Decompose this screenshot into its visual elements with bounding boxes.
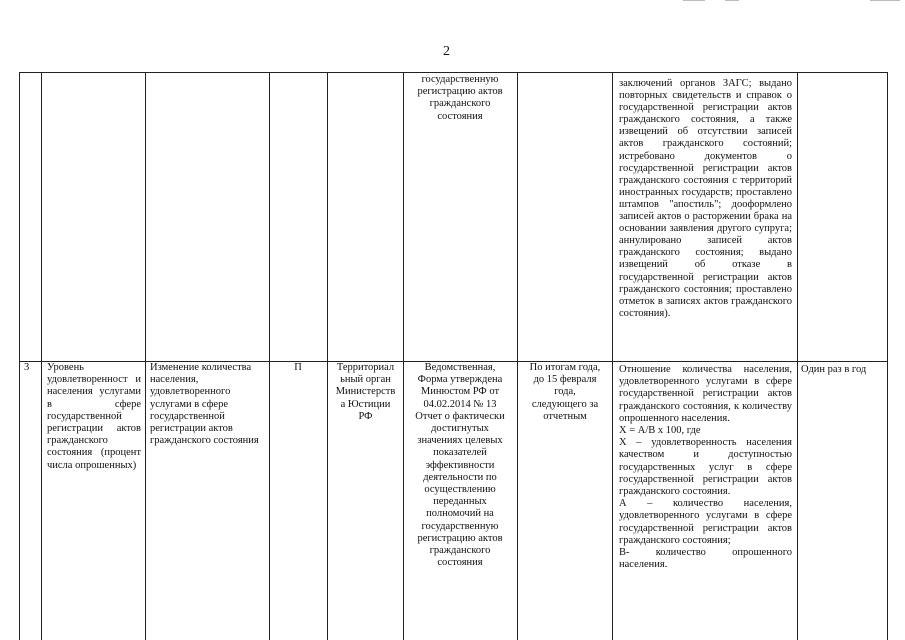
column-divider bbox=[41, 72, 42, 640]
scan-mark bbox=[870, 0, 900, 1]
responsible-body: Территориал ьный орган Министерств а Юстиции РФ bbox=[335, 362, 396, 422]
formula-description bbox=[619, 364, 792, 571]
formula-def-b: В- количество опрошенного населения. bbox=[619, 547, 792, 571]
indicator-type: П bbox=[294, 362, 302, 373]
column-divider bbox=[517, 72, 518, 640]
scan-mark bbox=[725, 0, 739, 1]
formula-def-a: А – количество населения, удовлетворенного услугами в сфере государственной регистрации актов гражданского состояния; bbox=[619, 498, 792, 546]
page-number: 2 bbox=[443, 44, 450, 59]
column-divider bbox=[145, 72, 146, 640]
column-divider bbox=[612, 72, 613, 640]
table-border-right bbox=[887, 72, 888, 640]
column-divider bbox=[327, 72, 328, 640]
indicator-unit: (процент числа опрошенных) bbox=[47, 447, 141, 471]
formula: Х = А/В х 100, где bbox=[619, 425, 701, 437]
row-number: 3 bbox=[24, 362, 30, 373]
column-divider bbox=[403, 72, 404, 640]
table-border-left bbox=[19, 72, 20, 640]
indicator-name bbox=[47, 362, 141, 472]
column-divider bbox=[269, 72, 270, 640]
column-divider bbox=[797, 72, 798, 640]
reporting-period: По итогам года, до 15 февраля года, следующего за отчетным bbox=[529, 362, 601, 422]
frequency: Один раз в год bbox=[801, 364, 867, 375]
continued-cell-methodology: заключений органов ЗАГС; выдано повторных свидетельств и справок о государственной регистрации актов гражданского состояния, а также извещений об отсутствии записей актов гражданского состояний; истребовано документов о государственной регистрации актов гражданского состояния с территорий иностранных государств; проставлено штампов "апостиль"; дооформлено записей актов о расторжении брака на основании заявления другого супруга; аннулировано записей актов гражданского состояния; выдано извещений об отказе в государственной регистрации актов гражданского состояния; проставлено отметок в записях актов гражданского состояния). bbox=[619, 78, 792, 319]
data-source: Ведомственная, Форма утверждена Минюстом РФ от 04.02.2014 № 13 Отчет о фактически достигнутых значениях целевых показателей эффективности деятельности по осуществлению переданных полномочий на государственную регистрацию актов гражданского состояния bbox=[415, 362, 505, 569]
formula-def-x: Х – удовлетворенность населения качеством и доступностью государственных услуг в сфере государственной регистрации актов гражданского состояния. bbox=[619, 437, 792, 498]
indicator-title: Уровень удовлетворенност и населения услугами в сфере государственной регистрации актов гражданского состояния bbox=[47, 362, 141, 459]
continued-cell-source: государственную регистрацию актов гражданского состояния bbox=[417, 74, 503, 122]
formula-intro: Отношение количества населения, удовлетворенного услугами в сфере государственной регистрации актов гражданского состояния, к количеству опрошенного населения. bbox=[619, 364, 792, 424]
calculation-method: Изменение количества населения, удовлетворенного услугами в сфере государственной регистрации актов гражданского состояния bbox=[150, 362, 259, 447]
scan-mark bbox=[683, 0, 705, 1]
table-border-top bbox=[19, 72, 888, 73]
